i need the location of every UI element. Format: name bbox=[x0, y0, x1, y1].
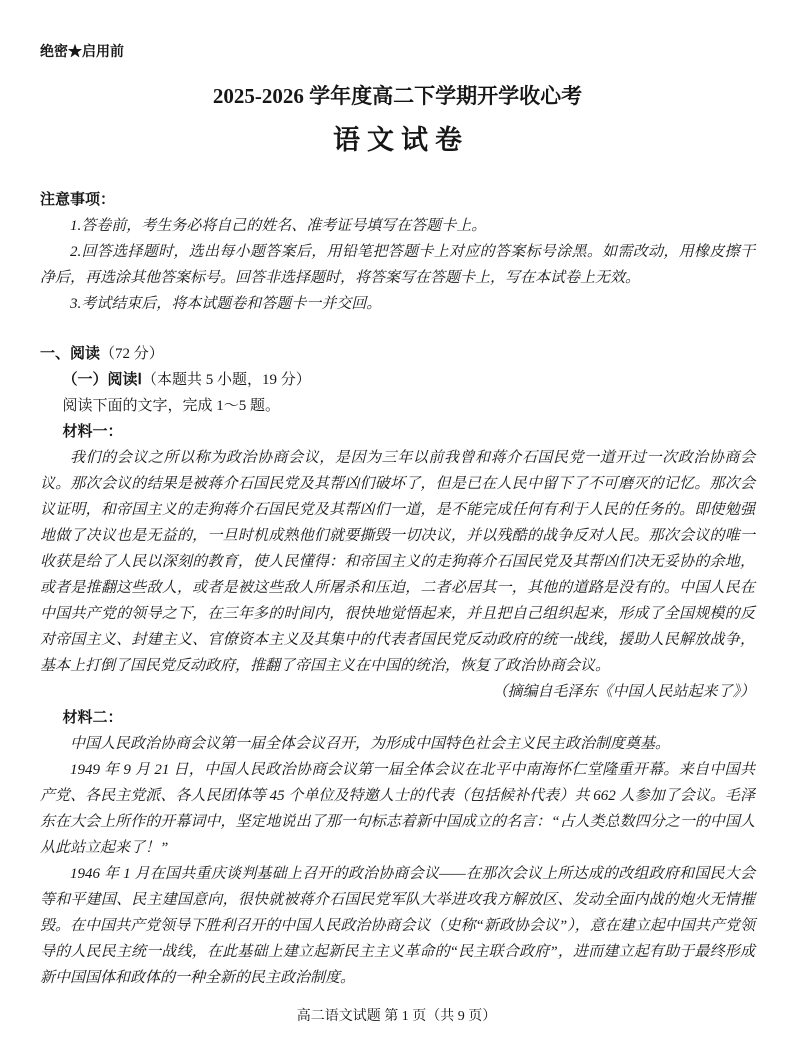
material-one-paragraph: 我们的会议之所以称为政治协商会议，是因为三年以前我曾和蒋介石国民党一道开过一次政治协商会议。那次会议的结果是被蒋介石国民党及其帮凶们破坏了，但是已在人民中留下了不可磨灭的记忆。那次会议证明，和帝国主义的走狗蒋介石国民党及其帮凶们一道，是不能完成任何有利于人民的任务的。即使勉强地做了决议也是无益的，一旦时机成熟他们就要撕毁一切决议，并以残酷的战争反对人民。那次会议的唯一收获是给了人民以深刻的教育，使人民懂得：和帝国主义的走狗蒋介石国民党及其帮凶们决无妥协的余地，或者是推翻这些敌人，或者是被这些敌人所屠杀和压迫，二者必居其一，其他的道路是没有的。中国人民在中国共产党的领导之下，在三年多的时间内，很快地觉悟起来，并且把自己组织起来，形成了全国规模的反对帝国主义、封建主义、官僚资本主义及其集中的代表者国民党反动政府的统一战线，援助人民解放战争，基本上打倒了国民党反动政府，推翻了帝国主义在中国的统治，恢复了政治协商会议。 bbox=[40, 450, 755, 674]
sub-heading-title: （一）阅读Ⅰ bbox=[62, 371, 142, 388]
notice-section bbox=[40, 187, 755, 317]
sub-heading-score: （本题共 5 小题，19 分） bbox=[141, 372, 311, 388]
material-two-paragraph-3: 1946 年 1 月在国共重庆谈判基础上召开的政治协商会议——在那次会议上所达成的改组政府和国民大会等和平建国、民主建国意向，很快就被蒋介石国民党军队大举进攻我方解放区、发动全面内战的炮火无情摧毁。在中国共产党领导下胜利召开的中国人民政治协商会议（史称“新政协会议”），意在建立起中国共产党领导的人民民主统一战线，在此基础上建立起新民主主义革命的“民主联合政府”，进而建立起有助于最终形成新中国国体和政体的一种全新的民主政治制度。 bbox=[40, 866, 755, 986]
material-one-label: 材料一： bbox=[62, 423, 123, 440]
notice-heading: 注意事项： bbox=[40, 191, 116, 208]
classification-label: 绝密★启用前 bbox=[40, 43, 124, 59]
material-two-paragraph-1: 中国人民政治协商会议第一届全体会议召开，为形成中国特色社会主义民主政治制度奠基。 bbox=[70, 736, 671, 752]
notice-item-3: 3.考试结束后，将本试题卷和答题卡一并交回。 bbox=[70, 296, 382, 312]
section-sub-heading bbox=[40, 367, 755, 393]
material-one-attribution: （摘编自毛泽东《中国人民站起来了》） bbox=[492, 684, 755, 700]
section-part-heading bbox=[40, 341, 755, 367]
notice-item-1: 1.答卷前，考生务必将自己的姓名、准考证号填写在答题卡上。 bbox=[70, 218, 487, 234]
part-heading-score: （72 分） bbox=[100, 346, 164, 362]
exam-subject-title: 语文试卷 bbox=[333, 125, 469, 155]
page-footer: 高二语文试题 第 1 页（共 9 页） bbox=[296, 1009, 497, 1024]
exam-title: 2025-2026 学年度高二下学期开学收心考 bbox=[212, 84, 583, 108]
material-two-paragraph-2: 1949 年 9 月 21 日，中国人民政治协商会议第一届全体会议在北平中南海怀仁堂隆重开幕。来自中国共产党、各民主党派、各人民团体等 45 个单位及特邀人士的代表（包括候补代表）共 662 人参加了会议。毛泽东在大会上所作的开幕词中，坚定地说出了那一句标志着新中国成立的名言：“占人类总数四分之一的中国人从此站立起来了！” bbox=[40, 762, 755, 856]
material-two-label: 材料二： bbox=[62, 709, 123, 726]
reading-instruction: 阅读下面的文字，完成 1～5 题。 bbox=[62, 398, 281, 414]
part-heading-title: 一、阅读 bbox=[40, 345, 101, 362]
notice-item-2: 2.回答选择题时，选出每小题答案后，用铅笔把答题卡上对应的答案标号涂黑。如需改动，用橡皮擦干净后，再选涂其他答案标号。回答非选择题时，将答案写在答题卡上，写在本试卷上无效。 bbox=[40, 244, 755, 286]
reading-section bbox=[40, 341, 755, 991]
